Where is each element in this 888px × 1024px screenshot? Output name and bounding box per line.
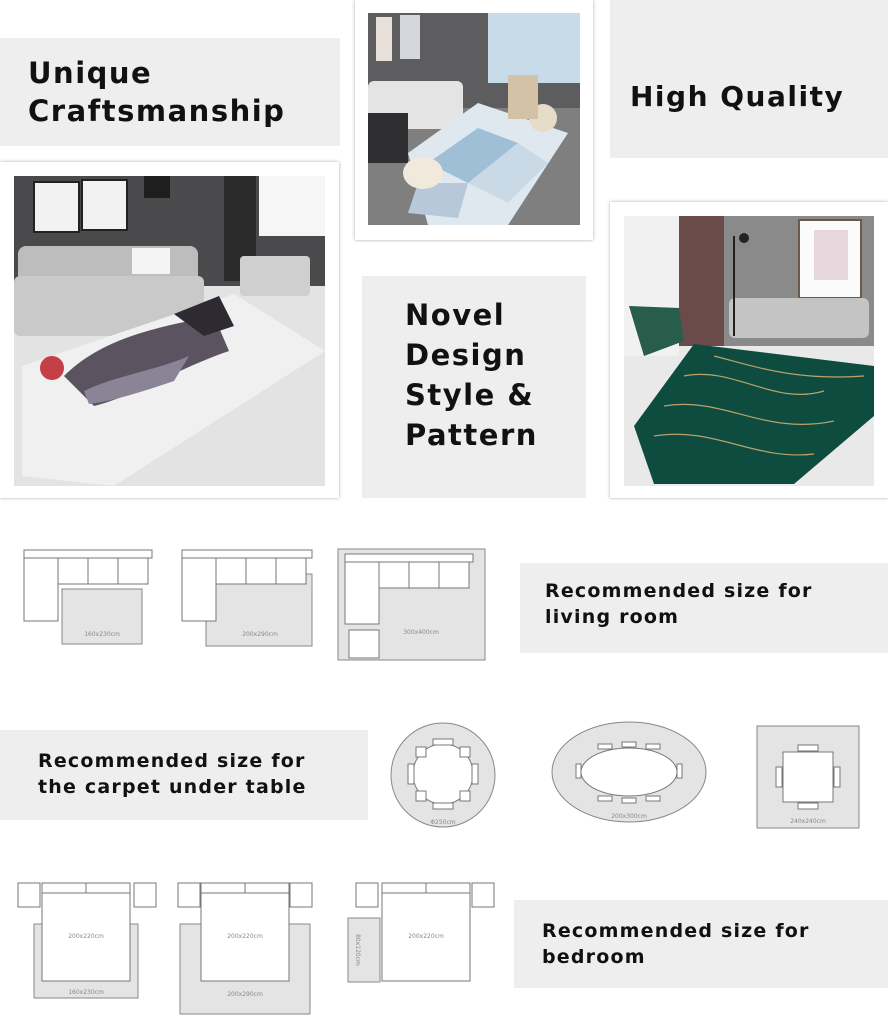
- living-room-heading-line1: Recommended size for: [545, 580, 813, 602]
- bedroom-rug-label-3: 80x120cm: [354, 934, 361, 966]
- table-size-label-3: 240x240cm: [790, 818, 826, 825]
- living-room-size-diagram-1: [22, 546, 154, 648]
- bedroom-panel: [514, 900, 888, 988]
- quality-panel: [610, 0, 888, 158]
- round-table-carpet-diagram: [388, 722, 498, 830]
- bedroom-heading-line1: Recommended size for: [542, 920, 810, 942]
- living-room-green-rug-photo: [610, 202, 888, 498]
- novel-heading-line3: Style &: [405, 378, 535, 412]
- bedroom-rug-label-2: 200x290cm: [227, 991, 263, 998]
- table-carpet-heading-line2: the carpet under table: [38, 776, 307, 798]
- living-room-size-diagram-2: [180, 546, 314, 648]
- square-table-carpet-diagram: [756, 725, 860, 829]
- bedroom-bed-label-3: 200x220cm: [408, 933, 444, 940]
- novel-heading-line2: Design: [405, 338, 527, 372]
- bedroom-heading-line2: bedroom: [542, 946, 646, 968]
- living-room-heading-line2: living room: [545, 606, 680, 628]
- craft-heading-line1: Unique: [28, 56, 153, 90]
- living-size-label-3: 300x400cm: [403, 629, 439, 636]
- table-carpet-panel: [0, 730, 368, 820]
- novel-heading-line4: Pattern: [405, 418, 538, 452]
- craft-heading-line2: Craftsmanship: [28, 94, 286, 128]
- table-size-label-2: 200x300cm: [611, 813, 647, 820]
- table-carpet-heading-line1: Recommended size for: [38, 750, 306, 772]
- table-size-label-1: Φ250cm: [430, 819, 456, 826]
- craft-panel: [0, 38, 340, 146]
- living-room-size-diagram-3: [337, 548, 487, 662]
- oval-table-carpet-diagram: [550, 720, 708, 824]
- quality-heading: High Quality: [630, 80, 845, 113]
- bedroom-rug-label-1: 160x230cm: [68, 989, 104, 996]
- living-size-label-2: 200x290cm: [242, 631, 278, 638]
- novel-heading-line1: Novel: [405, 298, 506, 332]
- bedroom-size-diagram-2: [176, 880, 316, 1016]
- living-room-abstract-rug-photo: [0, 162, 339, 498]
- living-size-label-1: 160x230cm: [84, 631, 120, 638]
- bedroom-bed-label-2: 200x220cm: [227, 933, 263, 940]
- bedroom-bed-label-1: 200x220cm: [68, 933, 104, 940]
- bedroom-size-diagram-3: [346, 880, 498, 984]
- bedroom-size-diagram-1: [16, 880, 160, 1000]
- living-room-geometric-rug-photo: [355, 0, 593, 240]
